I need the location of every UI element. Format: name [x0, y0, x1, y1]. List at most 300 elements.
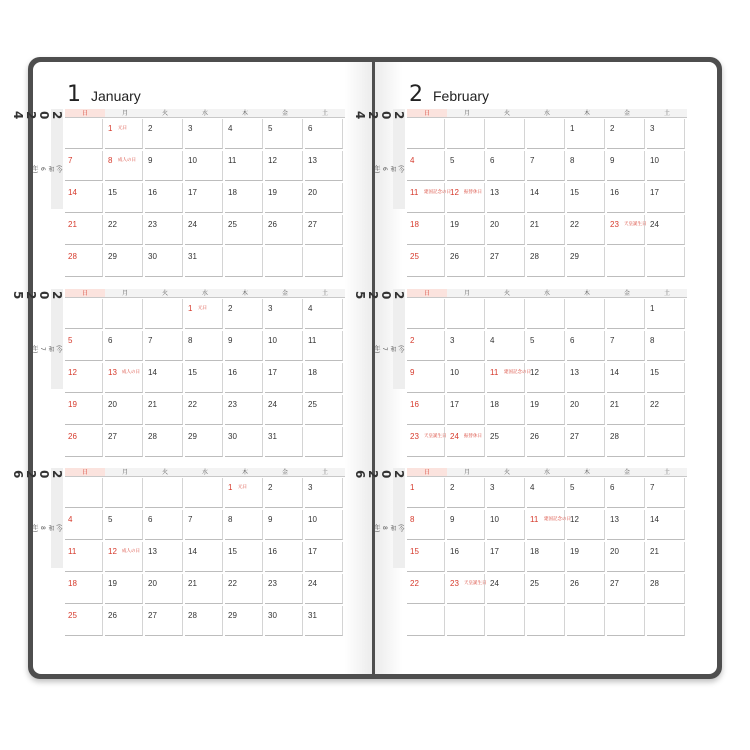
date-cell[interactable]	[607, 478, 645, 508]
date-cell[interactable]	[65, 247, 103, 277]
month-number: 1	[67, 82, 81, 107]
date-cell[interactable]	[145, 119, 183, 149]
date-cell[interactable]	[607, 299, 645, 329]
date-cell[interactable]	[407, 331, 445, 361]
date-cell[interactable]	[105, 247, 143, 277]
date-cell[interactable]	[647, 363, 685, 393]
date-grid	[65, 299, 345, 459]
date-cell[interactable]	[527, 427, 565, 457]
date-cell[interactable]	[65, 299, 103, 329]
date-cell[interactable]	[65, 151, 103, 181]
weekday-label: 土	[305, 468, 345, 477]
date-cell[interactable]	[527, 574, 565, 604]
date-cell[interactable]	[567, 574, 605, 604]
date-cell[interactable]	[407, 247, 445, 277]
date-number: 22	[188, 400, 197, 409]
date-number: 25	[308, 400, 317, 409]
date-number: 2	[148, 124, 153, 133]
weekday-label: 土	[305, 109, 345, 118]
date-cell[interactable]	[265, 183, 303, 213]
date-cell[interactable]	[105, 478, 143, 508]
date-cell[interactable]	[447, 363, 485, 393]
date-cell[interactable]	[305, 542, 343, 572]
date-cell[interactable]	[527, 119, 565, 149]
date-number: 6	[108, 336, 113, 345]
date-number: 23	[410, 432, 419, 441]
date-cell[interactable]	[447, 478, 485, 508]
date-cell[interactable]	[607, 395, 645, 425]
weekday-label: 水	[185, 109, 225, 118]
date-cell[interactable]	[647, 215, 685, 245]
date-number: 20	[570, 400, 579, 409]
date-cell[interactable]	[305, 510, 343, 540]
year-digit: 2	[50, 111, 64, 120]
date-cell[interactable]	[647, 395, 685, 425]
date-cell[interactable]	[145, 395, 183, 425]
date-number: 26	[530, 432, 539, 441]
date-cell[interactable]	[65, 215, 103, 245]
date-cell[interactable]	[607, 151, 645, 181]
date-cell[interactable]	[265, 510, 303, 540]
date-cell[interactable]	[185, 215, 223, 245]
date-cell[interactable]	[185, 427, 223, 457]
weekday-label: 金	[607, 468, 647, 477]
date-number: 29	[570, 252, 579, 261]
date-cell[interactable]	[65, 183, 103, 213]
date-cell[interactable]	[225, 183, 263, 213]
date-cell[interactable]	[225, 331, 263, 361]
date-cell[interactable]	[527, 151, 565, 181]
weekday-label: 水	[527, 109, 567, 118]
date-number: 25	[228, 220, 237, 229]
date-cell[interactable]	[305, 395, 343, 425]
date-cell[interactable]	[225, 247, 263, 277]
date-cell[interactable]	[225, 215, 263, 245]
date-number: 13	[308, 156, 317, 165]
date-cell[interactable]	[447, 395, 485, 425]
weekday-label: 金	[607, 289, 647, 298]
date-cell[interactable]	[265, 427, 303, 457]
date-cell[interactable]	[567, 119, 605, 149]
date-cell[interactable]	[105, 363, 143, 393]
date-cell[interactable]	[567, 478, 605, 508]
holiday-label: 成人の日	[122, 370, 140, 375]
date-cell[interactable]	[407, 542, 445, 572]
weekday-label: 日	[407, 468, 447, 477]
date-cell[interactable]	[65, 363, 103, 393]
date-cell[interactable]	[527, 247, 565, 277]
date-number: 28	[530, 252, 539, 261]
date-cell[interactable]	[647, 510, 685, 540]
date-cell[interactable]	[145, 478, 183, 508]
date-number: 29	[188, 432, 197, 441]
date-cell[interactable]	[647, 542, 685, 572]
date-number: 2	[228, 304, 233, 313]
date-cell[interactable]	[265, 299, 303, 329]
date-cell[interactable]	[105, 427, 143, 457]
date-cell[interactable]	[265, 606, 303, 636]
date-number: 16	[410, 400, 419, 409]
date-cell[interactable]	[65, 510, 103, 540]
date-cell[interactable]	[225, 299, 263, 329]
date-cell[interactable]	[305, 151, 343, 181]
date-cell[interactable]	[447, 151, 485, 181]
date-number: 25	[490, 432, 499, 441]
date-number: 4	[530, 483, 535, 492]
date-cell[interactable]	[265, 478, 303, 508]
date-cell[interactable]	[567, 542, 605, 572]
date-cell[interactable]	[105, 183, 143, 213]
date-cell[interactable]	[487, 510, 525, 540]
date-cell[interactable]	[447, 247, 485, 277]
date-cell[interactable]	[265, 247, 303, 277]
date-cell[interactable]	[647, 574, 685, 604]
date-number: 31	[188, 252, 197, 261]
date-cell[interactable]	[305, 363, 343, 393]
date-cell[interactable]	[607, 215, 645, 245]
date-number: 7	[68, 156, 73, 165]
date-cell[interactable]	[447, 331, 485, 361]
date-cell[interactable]	[647, 119, 685, 149]
date-cell[interactable]	[145, 151, 183, 181]
date-cell[interactable]	[607, 542, 645, 572]
date-cell[interactable]	[225, 574, 263, 604]
year-label	[353, 111, 406, 120]
date-number: 9	[450, 515, 455, 524]
date-number: 9	[610, 156, 615, 165]
date-cell[interactable]	[647, 247, 685, 277]
date-cell[interactable]	[65, 542, 103, 572]
date-cell[interactable]	[447, 427, 485, 457]
date-number: 31	[308, 611, 317, 620]
date-cell[interactable]	[265, 151, 303, 181]
date-cell[interactable]	[145, 331, 183, 361]
date-number: 16	[268, 547, 277, 556]
date-cell[interactable]	[447, 183, 485, 213]
date-number: 19	[108, 579, 117, 588]
date-cell[interactable]	[225, 606, 263, 636]
date-cell[interactable]	[567, 363, 605, 393]
date-cell[interactable]	[305, 331, 343, 361]
date-cell[interactable]	[527, 510, 571, 540]
date-cell[interactable]	[145, 183, 183, 213]
holiday-label: 天皇誕生日	[464, 581, 487, 586]
date-number: 21	[68, 220, 77, 229]
date-cell[interactable]	[305, 183, 343, 213]
date-number: 23	[148, 220, 157, 229]
date-cell[interactable]	[105, 574, 143, 604]
date-number: 28	[148, 432, 157, 441]
date-number: 25	[530, 579, 539, 588]
date-cell[interactable]	[527, 542, 565, 572]
date-cell[interactable]	[487, 299, 525, 329]
date-cell[interactable]	[487, 363, 531, 393]
year-digit: 2	[24, 291, 38, 300]
date-cell[interactable]	[105, 215, 143, 245]
date-cell[interactable]	[407, 299, 445, 329]
date-cell[interactable]	[65, 119, 103, 149]
date-cell[interactable]	[305, 247, 343, 277]
weekday-label: 月	[447, 289, 487, 298]
date-number: 1	[570, 124, 575, 133]
date-cell[interactable]	[65, 331, 103, 361]
date-cell[interactable]	[607, 119, 645, 149]
date-cell[interactable]	[567, 510, 605, 540]
date-cell[interactable]	[407, 395, 445, 425]
date-cell[interactable]	[185, 119, 223, 149]
date-cell[interactable]	[265, 331, 303, 361]
date-cell[interactable]	[527, 363, 565, 393]
year-label	[353, 470, 406, 479]
date-number: 11	[410, 188, 419, 197]
weekday-header	[407, 109, 687, 119]
date-cell[interactable]	[567, 183, 605, 213]
weekday-label: 日	[407, 289, 447, 298]
date-cell[interactable]	[185, 542, 223, 572]
date-number: 13	[490, 188, 499, 197]
date-number: 11	[308, 336, 317, 345]
date-cell[interactable]	[185, 395, 223, 425]
date-number: 4	[490, 336, 495, 345]
date-number: 4	[68, 515, 73, 524]
date-cell[interactable]	[567, 395, 605, 425]
date-cell[interactable]	[407, 363, 445, 393]
date-cell[interactable]	[65, 574, 103, 604]
date-cell[interactable]	[407, 510, 445, 540]
date-cell[interactable]	[607, 331, 645, 361]
date-cell[interactable]	[487, 247, 525, 277]
date-cell[interactable]	[487, 119, 525, 149]
date-cell[interactable]	[647, 606, 685, 636]
date-cell[interactable]	[65, 395, 103, 425]
date-number: 9	[228, 336, 233, 345]
date-number: 20	[108, 400, 117, 409]
date-number: 27	[610, 579, 619, 588]
date-number: 7	[530, 156, 535, 165]
date-cell[interactable]	[225, 119, 263, 149]
date-cell[interactable]	[185, 331, 223, 361]
date-number: 15	[108, 188, 117, 197]
date-cell[interactable]	[487, 606, 525, 636]
date-cell[interactable]	[647, 151, 685, 181]
date-cell[interactable]	[105, 542, 143, 572]
date-cell[interactable]	[145, 299, 183, 329]
week-row	[407, 363, 687, 395]
date-cell[interactable]	[527, 215, 565, 245]
date-cell[interactable]	[447, 299, 485, 329]
date-cell[interactable]	[105, 606, 143, 636]
date-cell[interactable]	[185, 606, 223, 636]
date-cell[interactable]	[105, 119, 143, 149]
date-cell[interactable]	[527, 395, 565, 425]
date-cell[interactable]	[487, 427, 525, 457]
date-cell[interactable]	[407, 183, 451, 213]
date-cell[interactable]	[265, 119, 303, 149]
date-cell[interactable]	[185, 478, 223, 508]
date-cell[interactable]	[567, 331, 605, 361]
week-row	[407, 606, 687, 638]
date-cell[interactable]	[185, 299, 223, 329]
date-cell[interactable]	[567, 427, 605, 457]
date-cell[interactable]	[607, 574, 645, 604]
week-row	[65, 427, 345, 459]
date-cell[interactable]	[647, 183, 685, 213]
date-cell[interactable]	[145, 215, 183, 245]
date-cell[interactable]	[105, 510, 143, 540]
date-cell[interactable]	[305, 119, 343, 149]
date-number: 15	[570, 188, 579, 197]
date-cell[interactable]	[607, 247, 645, 277]
date-number: 11	[490, 368, 499, 377]
date-cell[interactable]	[407, 574, 445, 604]
date-cell[interactable]	[567, 247, 605, 277]
date-cell[interactable]	[407, 606, 445, 636]
date-number: 5	[530, 336, 535, 345]
date-cell[interactable]	[647, 331, 685, 361]
date-cell[interactable]	[265, 574, 303, 604]
date-cell[interactable]	[447, 215, 485, 245]
date-cell[interactable]	[527, 606, 565, 636]
date-cell[interactable]	[65, 478, 103, 508]
date-cell[interactable]	[145, 363, 183, 393]
date-cell[interactable]	[447, 119, 485, 149]
date-cell[interactable]	[487, 542, 525, 572]
date-cell[interactable]	[607, 363, 645, 393]
date-number: 16	[610, 188, 619, 197]
date-cell[interactable]	[305, 299, 343, 329]
date-cell[interactable]	[185, 574, 223, 604]
date-cell[interactable]	[407, 427, 445, 457]
date-number: 17	[650, 188, 659, 197]
date-cell[interactable]	[487, 574, 525, 604]
era-label: (令和7年)	[373, 345, 404, 354]
date-cell[interactable]	[225, 363, 263, 393]
date-cell[interactable]	[105, 151, 143, 181]
date-number: 26	[268, 220, 277, 229]
date-number: 18	[308, 368, 317, 377]
date-cell[interactable]	[265, 363, 303, 393]
date-cell[interactable]	[607, 183, 645, 213]
date-number: 16	[148, 188, 157, 197]
date-number: 17	[450, 400, 459, 409]
date-cell[interactable]	[305, 478, 343, 508]
month-header	[409, 82, 489, 107]
date-number: 17	[490, 547, 499, 556]
date-cell[interactable]	[527, 331, 565, 361]
weekday-header	[407, 289, 687, 299]
date-cell[interactable]	[305, 606, 343, 636]
date-cell[interactable]	[185, 247, 223, 277]
date-cell[interactable]	[265, 542, 303, 572]
date-cell[interactable]	[225, 510, 263, 540]
date-number: 1	[228, 483, 233, 492]
date-cell[interactable]	[607, 606, 645, 636]
date-cell[interactable]	[487, 395, 525, 425]
date-cell[interactable]	[265, 215, 303, 245]
date-cell[interactable]	[527, 299, 565, 329]
date-cell[interactable]	[407, 151, 445, 181]
date-cell[interactable]	[407, 215, 445, 245]
era-label: (令和8年)	[373, 524, 404, 533]
date-number: 24	[188, 220, 197, 229]
weekday-label: 木	[567, 109, 607, 118]
date-cell[interactable]	[145, 606, 183, 636]
date-cell[interactable]	[225, 542, 263, 572]
date-number: 27	[490, 252, 499, 261]
date-cell[interactable]	[145, 510, 183, 540]
date-cell[interactable]	[145, 247, 183, 277]
date-cell[interactable]	[145, 574, 183, 604]
weekday-label: 月	[105, 289, 145, 298]
date-grid	[407, 299, 687, 459]
date-cell[interactable]	[447, 574, 485, 604]
date-cell[interactable]	[225, 395, 263, 425]
year-label	[353, 291, 406, 300]
date-cell[interactable]	[105, 331, 143, 361]
date-cell[interactable]	[265, 395, 303, 425]
date-cell[interactable]	[447, 510, 485, 540]
date-cell[interactable]	[65, 606, 103, 636]
date-cell[interactable]	[225, 151, 263, 181]
year-digit: 2	[392, 111, 406, 120]
date-cell[interactable]	[647, 478, 685, 508]
date-cell[interactable]	[527, 478, 565, 508]
weekday-label: 金	[265, 468, 305, 477]
date-cell[interactable]	[65, 427, 103, 457]
date-cell[interactable]	[487, 215, 525, 245]
date-number: 10	[650, 156, 659, 165]
date-cell[interactable]	[447, 606, 485, 636]
date-cell[interactable]	[185, 510, 223, 540]
holiday-label: 天皇誕生日	[424, 434, 447, 439]
date-number: 5	[108, 515, 113, 524]
date-cell[interactable]	[567, 215, 605, 245]
date-cell[interactable]	[145, 542, 183, 572]
date-cell[interactable]	[567, 606, 605, 636]
date-cell[interactable]	[407, 119, 445, 149]
week-row	[65, 215, 345, 247]
week-row	[407, 478, 687, 510]
date-cell[interactable]	[185, 183, 223, 213]
date-cell[interactable]	[145, 427, 183, 457]
date-cell[interactable]	[607, 510, 645, 540]
date-cell[interactable]	[447, 542, 485, 572]
date-cell[interactable]	[105, 299, 143, 329]
holiday-label: 振替休日	[464, 434, 482, 439]
date-cell[interactable]	[225, 478, 263, 508]
date-cell[interactable]	[105, 395, 143, 425]
date-cell[interactable]	[225, 427, 263, 457]
date-cell[interactable]	[487, 183, 525, 213]
date-cell[interactable]	[527, 183, 565, 213]
date-cell[interactable]	[607, 427, 645, 457]
date-cell[interactable]	[567, 151, 605, 181]
date-cell[interactable]	[407, 478, 445, 508]
date-cell[interactable]	[185, 151, 223, 181]
date-number: 26	[450, 252, 459, 261]
date-number: 26	[68, 432, 77, 441]
date-cell[interactable]	[567, 299, 605, 329]
date-cell[interactable]	[185, 363, 223, 393]
date-cell[interactable]	[487, 478, 525, 508]
date-cell[interactable]	[305, 427, 343, 457]
date-cell[interactable]	[487, 331, 525, 361]
date-cell[interactable]	[305, 215, 343, 245]
date-cell[interactable]	[487, 151, 525, 181]
date-cell[interactable]	[647, 299, 685, 329]
date-cell[interactable]	[647, 427, 685, 457]
date-cell[interactable]	[305, 574, 343, 604]
